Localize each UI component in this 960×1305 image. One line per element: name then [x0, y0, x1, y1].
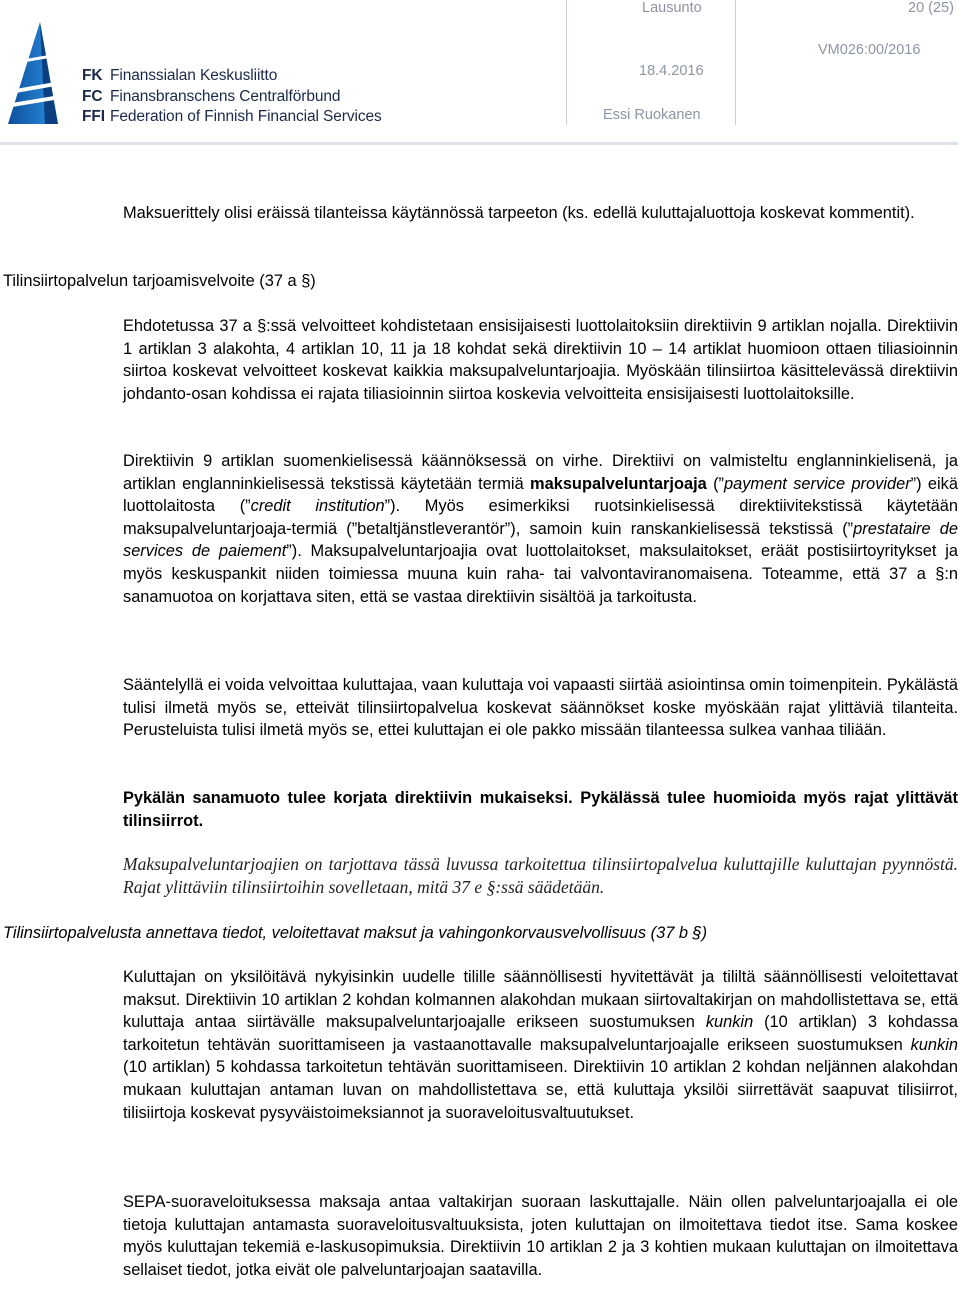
doc-author: Essi Ruokanen [603, 107, 701, 123]
doc-id: VM026:00/2016 [818, 42, 921, 58]
paragraph-5-proposal: Pykälän sanamuoto tulee korjata direktiivin mukaiseksi. Pykälässä tulee huomioida myös rajat ylittävät tilinsiirrot. [123, 789, 958, 830]
paragraph-8: SEPA-suoraveloituksessa maksaja antaa valtakirjan suoraan laskuttajalle. Näin ollen palveluntarjoajalla ei ole tietoja kuluttajan antamasta suoraveloitusvaltuuksista, joten kuluttajan on ilmoitettava tiedot itse. Sama koskee myös kuluttajan tekemiä e-laskusopimuksia. Direktiivin 10 artiklan 2 ja 3 kohtien mukaan kuluttajan on ilmoitettava sellaiset tiedot, jotka eivät ole palveluntarjoajan saatavilla. [123, 1193, 958, 1279]
proposed-law-text: Maksupalveluntarjoajien on tarjottava tässä luvussa tarkoitettua tilinsiirtopalvelua kuluttajille kuluttajan pyynnöstä. Rajat ylittäviin tilinsiirtoihin sovelletaan, mitä 37 e §:ssä säädetään. [123, 854, 958, 897]
header-divider-right [735, 0, 736, 125]
org-line-ffi: FFI Federation of Finnish Financial Services [82, 108, 382, 125]
paragraph-1: Maksuerittely olisi eräissä tilanteissa käytännössä tarpeeton (ks. edellä kuluttajaluottoja koskevat kommentit). [123, 204, 915, 222]
paragraph-4: Sääntelyllä ei voida velvoittaa kuluttajaa, vaan kuluttaja voi vapaasti siirtää asiointinsa omin toimenpitein. Pykälästä tulisi ilmetä myös se, etteivät tilinsiirtopalvelua koskevat säännökset koske myöskään rajat ylittäviä tilanteita. Perusteluista tulisi ilmetä myös se, ettei kuluttajan ei ole pakko missään tilanteessa sulkea vanhaa tiliään. [123, 676, 958, 740]
org-line-fc: FC Finansbranschens Centralförbund [82, 88, 341, 105]
paragraph-3: Direktiivin 9 artiklan suomenkielisessä käännöksessä on virhe. Direktiivi on valmisteltu englanninkielisenä, ja artiklan englanninkielisessä tekstissä käytetään termiä maksupalveluntarjoaja (”payment service provider”) eikä luottolaitosta (”credit institution”). Myös esimerkiksi ruotsinkielisessä direktiivitekstissä käytetään maksupalveluntarjoaja-termiä (”betaltjänstleverantör”), samoin kuin ranskankielisessä tekstissä (”prestataire de services de paiement”). Maksupalveluntarjoajia ovat luottolaitokset, maksulaitokset, eräät postisiirtoyritykset ja myös keskuspankit niiden toimiessa muuna kuin raha- tai valvontaviranomaisena. Toteamme, että 37 a §:n sanamuotoa on korjattava siten, että se vastaa direktiivin sisältöä ja tarkoitusta. [123, 452, 958, 606]
org-line-fk: FK Finanssialan Keskusliitto [82, 67, 278, 84]
header-rule [0, 142, 958, 145]
doc-type: Lausunto [642, 0, 702, 16]
header-divider-left [566, 0, 567, 125]
page-number: 20 (25) [908, 0, 954, 16]
section-heading-37a: Tilinsiirtopalvelun tarjoamisvelvoite (37 a §) [3, 272, 316, 290]
doc-date: 18.4.2016 [639, 63, 704, 79]
paragraph-2: Ehdotetussa 37 a §:ssä velvoitteet kohdistetaan ensisijaisesti luottolaitoksiin direktiivin 9 artiklan nojalla. Direktiivin 1 artiklan 3 alakohta, 4 artiklan 10, 11 ja 18 kohdat sekä direktiivin 10 – 14 artiklat huomioon ottaen tiliasioinnin siirtoa koskevat velvoitteet koskevat kaikkia maksupalveluntarjoajia. Myöskään tilinsiirtoa käsittelevässä direktiivin johdanto-osan kohdissa ei rajata tiliasioinnin siirtoa koskevia velvoitteita ensisijaisesti luottolaitoksille. [123, 317, 958, 403]
paragraph-7: Kuluttajan on yksilöitävä nykyisinkin uudelle tilille säännöllisesti hyvitettävät ja tililtä säännöllisesti veloitettavat maksut. Direktiivin 10 artiklan 2 kohdan kolmannen alakohdan mukaan siirtovaltakirjan on mahdollistettava se, että kuluttaja antaa siirtävälle maksupalveluntarjoajalle erikseen suostumuksen kunkin (10 artiklan) 3 kohdassa tarkoitetun tehtävän suorittamiseen ja vastaanottavalle maksupalveluntarjoajalle erikseen suostumuksen kunkin (10 artiklan) 5 kohdassa tarkoitetun tehtävän suorittamiseen. Direktiivin 10 artiklan 2 kohdan neljännen alakohdan mukaan kuluttajan antaman luvan on mahdollistettava se, että kuluttaja yksilöi siirrettävät saapuvat tilisiirrot, tilisiirtoja koskevat pysyväistoimeksiannot ja suoraveloitusvaltuutukset. [123, 968, 958, 1122]
section-heading-37b: Tilinsiirtopalvelusta annettava tiedot, veloitettavat maksut ja vahingonkorvausvelvollisuus (37 b §) [3, 924, 708, 942]
logo-mark-icon [0, 20, 78, 126]
